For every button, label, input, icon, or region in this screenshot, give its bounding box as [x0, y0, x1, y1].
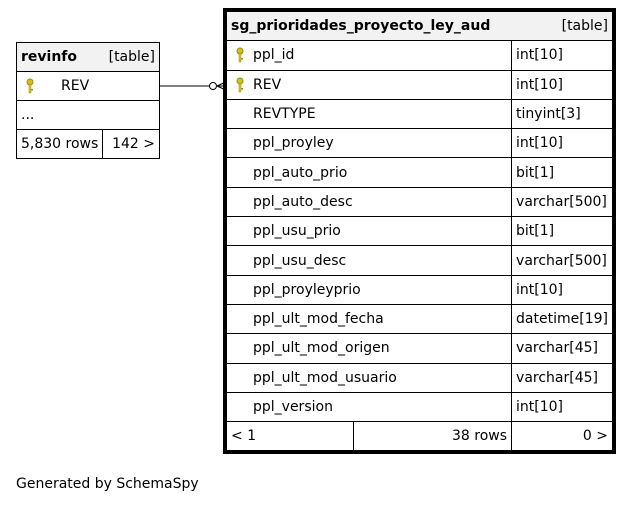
column-row-ppl-version[interactable]	[227, 392, 613, 421]
column-type: bit[1]	[512, 158, 613, 187]
column-type: varchar[500]	[512, 246, 613, 275]
column-type: datetime[19]	[512, 304, 613, 333]
parents-link[interactable]: < 1	[227, 422, 354, 451]
revinfo-header[interactable]	[17, 43, 160, 72]
column-name: ppl_usu_prio	[253, 223, 341, 240]
children-link[interactable]: 142 >	[103, 130, 160, 159]
column-row-ppl-proyley[interactable]	[227, 129, 613, 158]
sg-prioridades-table[interactable]	[226, 11, 613, 451]
key-icon	[235, 47, 245, 63]
sg-table-header[interactable]	[227, 12, 613, 41]
column-name-cell[interactable]	[227, 129, 512, 158]
column-name-cell[interactable]	[227, 246, 512, 275]
column-name: REVTYPE	[253, 106, 316, 123]
column-row-ppl-usu-prio[interactable]	[227, 217, 613, 246]
table-kind: [table]	[108, 49, 155, 65]
column-row-ppl-ult-mod-fecha[interactable]	[227, 304, 613, 333]
column-name: ppl_ult_mod_fecha	[253, 311, 384, 328]
column-name-cell[interactable]	[227, 99, 512, 128]
table-title[interactable]: revinfo	[21, 49, 77, 65]
key-icon	[235, 77, 245, 93]
column-name-cell[interactable]	[227, 41, 512, 70]
column-type: int[10]	[512, 129, 613, 158]
column-type: tinyint[3]	[512, 99, 613, 128]
column-list	[227, 41, 613, 422]
column-row-ppl-auto-prio[interactable]	[227, 158, 613, 187]
column-name-cell[interactable]	[227, 70, 512, 99]
column-name: REV	[253, 76, 282, 93]
column-name: ppl_ult_mod_origen	[253, 340, 390, 357]
column-row-ppl-proyleyprio[interactable]	[227, 275, 613, 304]
table-kind: [table]	[561, 18, 608, 35]
column-type: int[10]	[512, 70, 613, 99]
column-name: REV	[61, 78, 90, 94]
column-row-rev[interactable]	[227, 70, 613, 99]
column-row-rev[interactable]	[17, 72, 160, 101]
column-type: varchar[500]	[512, 187, 613, 216]
column-name: ppl_proyleyprio	[253, 281, 361, 298]
column-name: ppl_auto_desc	[253, 193, 353, 210]
column-row-ppl-auto-desc[interactable]	[227, 187, 613, 216]
table-title[interactable]: sg_prioridades_proyecto_ley_aud	[231, 18, 491, 35]
row-count: 38 rows	[353, 422, 511, 451]
children-link[interactable]: 0 >	[512, 422, 613, 451]
column-name-cell[interactable]	[227, 363, 512, 392]
column-name: ppl_usu_desc	[253, 252, 347, 269]
column-type: int[10]	[512, 392, 613, 421]
row-count: 5,830 rows	[17, 130, 103, 159]
column-type: varchar[45]	[512, 334, 613, 363]
generated-by-note: Generated by SchemaSpy	[16, 476, 199, 492]
column-type: int[10]	[512, 41, 613, 70]
zero-cardinality-circle	[210, 83, 217, 90]
column-row-ppl-usu-desc[interactable]	[227, 246, 613, 275]
column-name-cell[interactable]	[227, 158, 512, 187]
column-type: int[10]	[512, 275, 613, 304]
column-type: bit[1]	[512, 217, 613, 246]
more-columns-ellipsis: ...	[17, 101, 160, 130]
column-name: ppl_proyley	[253, 135, 334, 152]
column-name-cell[interactable]	[227, 275, 512, 304]
column-row-ppl-ult-mod-origen[interactable]	[227, 334, 613, 363]
column-name-cell[interactable]	[227, 217, 512, 246]
column-name: ppl_version	[253, 399, 333, 415]
column-name: ppl_id	[253, 47, 295, 64]
column-name: ppl_ult_mod_usuario	[253, 369, 397, 386]
column-row-ppl-ult-mod-usuario[interactable]	[227, 363, 613, 392]
column-name-cell[interactable]	[227, 187, 512, 216]
column-name-cell[interactable]	[227, 304, 512, 333]
column-name: ppl_auto_prio	[253, 164, 348, 181]
column-type: varchar[45]	[512, 363, 613, 392]
revinfo-table[interactable]	[16, 42, 160, 159]
column-name-cell[interactable]	[227, 334, 512, 363]
key-icon	[25, 78, 35, 94]
column-name-cell[interactable]	[227, 392, 512, 421]
column-row-revtype[interactable]	[227, 99, 613, 128]
column-row-ppl-id[interactable]	[227, 41, 613, 70]
